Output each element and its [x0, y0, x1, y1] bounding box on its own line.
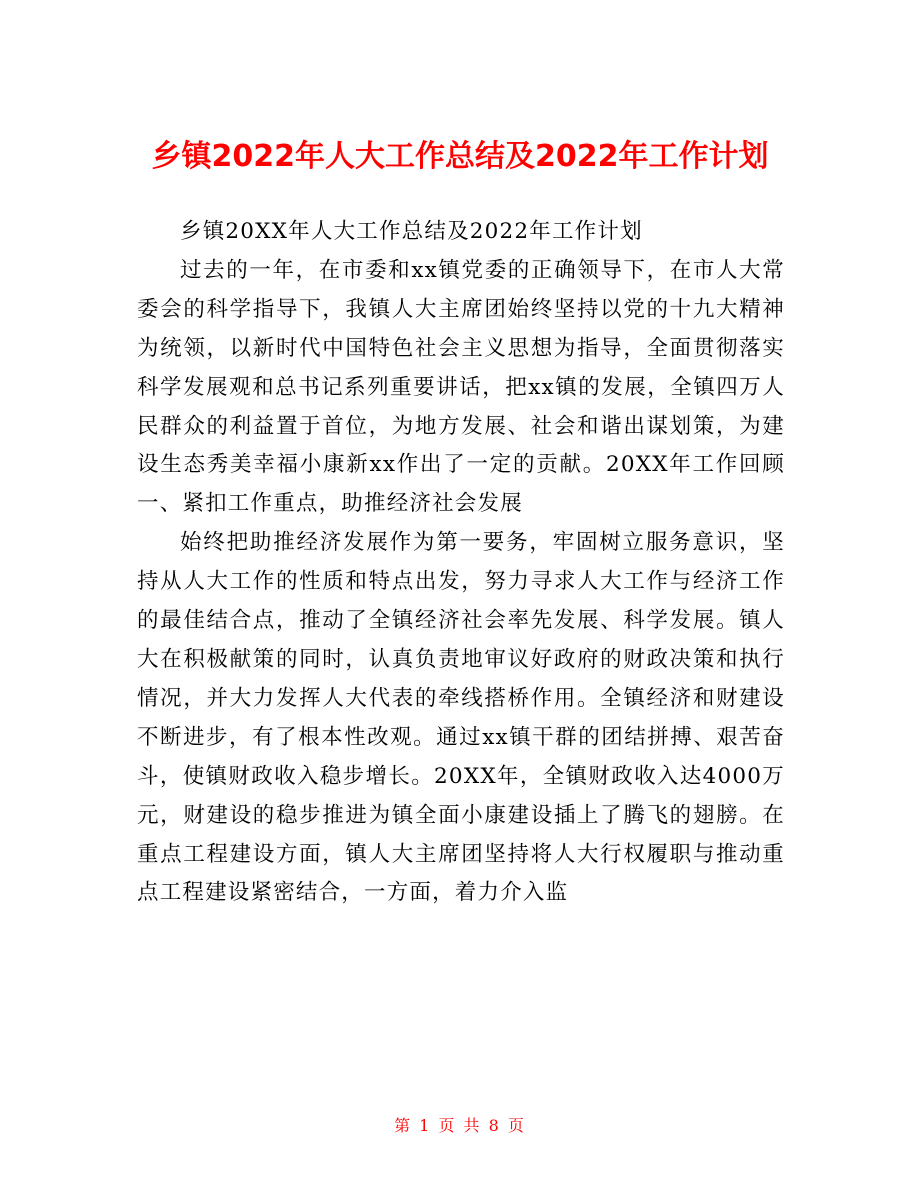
document-title: 乡镇2022年人大工作总结及2022年工作计划 — [151, 139, 769, 175]
paragraph-review: 过去的一年，在市委和xx镇党委的正确领导下，在市人大常委会的科学指导下，我镇人大主席团始终坚持以党的十九大精神为统领，以新时代中国特色社会主义思想为指导，全面贯彻落实科学发展观和总书记系列重要讲话，把xx镇的发展，全镇四万人民群众的利益置于首位，为地方发展、社会和谐出谋划策，为建设生态秀美幸福小康新xx作出了一定的贡献。20XX年工作回顾一、紧扣工作重点，助推经济社会发展 — [137, 257, 785, 517]
document-body — [137, 213, 785, 913]
paragraph-subtitle: 乡镇20XX年人大工作总结及2022年工作计划 — [180, 219, 643, 244]
paragraph-economy: 始终把助推经济发展作为第一要务，牢固树立服务意识，坚持从人大工作的性质和特点出发，努力寻求人大工作与经济工作的最佳结合点，推动了全镇经济社会率先发展、科学发展。镇人大在积极献策的同时，认真负责地审议好政府的财政决策和执行情况，并大力发挥人大代表的牵线搭桥作用。全镇经济和财建设不断进步，有了根本性改观。通过xx镇干群的团结拼搏、艰苦奋斗，使镇财政收入稳步增长。20XX年，全镇财政收入达4000万元，财建设的稳步推进为镇全面小康建设插上了腾飞的翅膀。在重点工程建设方面，镇人大主席团坚持将人大行权履职与推动重点工程建设紧密结合，一方面，着力介入监 — [137, 530, 785, 906]
page-number-footer: 第 1 页 共 8 页 — [394, 1116, 526, 1135]
